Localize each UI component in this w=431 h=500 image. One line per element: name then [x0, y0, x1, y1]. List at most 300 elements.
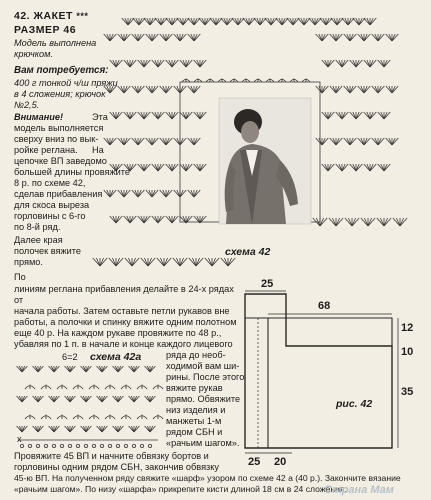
stitch-mark: [378, 60, 384, 67]
size-label: РАЗМЕР 46: [14, 24, 77, 36]
stitch-mark: [100, 258, 104, 266]
stitch-mark: [364, 60, 370, 67]
stitch-mark: [100, 258, 107, 266]
stitch-mark: [180, 112, 186, 119]
stitch-mark: [368, 218, 375, 226]
stitch-mark: [384, 164, 390, 171]
stitch-mark: [144, 112, 150, 119]
stitch-mark: [174, 34, 180, 41]
dim-bottom-a: 25: [248, 456, 261, 468]
stitch-mark: [174, 190, 180, 197]
materials-line: 400 г тонкой ч/ш пряжи: [14, 78, 118, 88]
watermark-text: Страна Мам: [324, 484, 394, 496]
stitch-mark: [344, 34, 350, 41]
stitch-mark: [124, 34, 130, 41]
stitch-mark: [358, 34, 364, 41]
stitch-mark: [392, 138, 398, 145]
stitch-mark: [116, 60, 122, 67]
stitch-mark: [128, 258, 132, 266]
stitch-mark: [342, 164, 348, 171]
stitch-mark: [400, 218, 407, 226]
stitch-mark: [124, 60, 130, 67]
body-text: для скоса выреза: [14, 200, 90, 210]
stitch-mark: [336, 86, 342, 93]
article-title: [14, 10, 88, 22]
body-text: убавляя по 1 п. в начале и конце каждого лицевого: [14, 339, 233, 349]
stitch-mark: [158, 60, 164, 67]
stitch-mark: [372, 34, 378, 41]
stitch-mark: [166, 138, 172, 145]
pattern-label: рис. 42: [336, 398, 373, 410]
stitch-mark: [328, 112, 334, 119]
stitch-mark: [243, 18, 249, 25]
stitch-mark: [152, 86, 158, 93]
stitch-mark: [166, 34, 172, 41]
stitch-mark: [158, 216, 164, 223]
stitch-mark: [180, 138, 186, 145]
stitch-mark: [122, 18, 128, 25]
stitch-mark: [330, 34, 336, 41]
stitch-mark: [146, 138, 152, 145]
stitch-mark: [138, 112, 144, 119]
stitch-mark: [212, 258, 219, 266]
stitch-mark: [350, 34, 356, 41]
stitch-mark: [44, 444, 47, 447]
stitch-mark: [152, 216, 158, 223]
stitch-mark: [370, 164, 376, 171]
stitch-mark: [331, 18, 337, 25]
stitch-mark: [336, 218, 340, 226]
stitch-mark: [104, 190, 110, 197]
stitch-mark: [370, 60, 376, 67]
body-text: горловины с 6-го: [14, 211, 86, 221]
schema-42a-end-symbol: х: [17, 434, 22, 444]
stitch-mark: [104, 138, 110, 145]
stitch-mark: [370, 112, 376, 119]
stitch-mark: [298, 18, 304, 25]
stitch-mark: [356, 112, 362, 119]
stitch-mark: [309, 18, 315, 25]
stitch-mark: [157, 258, 164, 266]
stitch-mark: [130, 216, 136, 223]
stitch-mark: [336, 60, 342, 67]
stitch-mark: [110, 112, 116, 119]
stitch-mark: [356, 164, 362, 171]
model-photo: [219, 98, 311, 224]
stitch-mark: [208, 258, 212, 266]
dim-right-mid: 10: [401, 346, 414, 358]
stitch-mark: [116, 216, 122, 223]
stitch-mark: [348, 218, 352, 226]
stitch-mark: [194, 112, 200, 119]
stitch-mark: [158, 164, 164, 171]
body-text: вяжите рукав: [166, 383, 223, 393]
stitch-mark: [188, 86, 194, 93]
stitch-mark: [384, 218, 388, 226]
stitch-mark: [110, 138, 116, 145]
stitch-mark: [155, 18, 161, 25]
stitch-mark: [384, 60, 390, 67]
stitch-mark: [166, 216, 172, 223]
stitch-mark: [140, 444, 143, 447]
stitch-mark: [200, 164, 206, 171]
stitch-mark: [350, 164, 356, 171]
stitch-mark: [180, 258, 184, 266]
stitch-mark: [132, 138, 138, 145]
stitch-mark: [116, 258, 123, 266]
stitch-mark: [144, 258, 148, 266]
stitch-mark: [361, 218, 368, 226]
body-text: цепочке ВП заведомо: [14, 156, 107, 166]
stitch-mark: [322, 164, 328, 171]
stitch-mark: [186, 164, 192, 171]
stitch-mark: [68, 444, 71, 447]
body-text: сделав прибавления: [14, 189, 103, 199]
stitch-mark: [172, 112, 178, 119]
stitch-mark: [84, 444, 87, 447]
stitch-mark: [132, 258, 139, 266]
stitch-mark: [96, 258, 100, 266]
stitch-mark: [350, 138, 356, 145]
stitch-mark: [336, 218, 343, 226]
stitch-mark: [93, 258, 100, 266]
stitch-mark: [164, 258, 171, 266]
body-text: полочек вяжите: [14, 246, 81, 256]
stitch-mark: [125, 258, 132, 266]
stitch-mark: [116, 112, 122, 119]
stitch-mark: [221, 258, 228, 266]
stitch-mark: [110, 34, 116, 41]
stitch-mark: [180, 60, 186, 67]
stitch-mark: [148, 258, 152, 266]
schema-42a-label: схема 42а: [90, 351, 142, 363]
body-text: по 8-й ряд.: [14, 222, 61, 232]
stitch-mark: [200, 112, 206, 119]
stitch-mark: [174, 86, 180, 93]
body-text: низ изделия и: [166, 405, 226, 415]
stitch-mark: [166, 164, 172, 171]
stitch-mark: [322, 86, 328, 93]
dim-bottom-b: 20: [274, 456, 287, 468]
stitch-mark: [392, 86, 398, 93]
stitch-mark: [344, 86, 350, 93]
stitch-mark: [109, 258, 116, 266]
body-text: прямо. Обвяжите: [166, 394, 241, 404]
stitch-mark: [118, 138, 124, 145]
stitch-mark: [200, 60, 206, 67]
stitch-mark: [152, 34, 158, 41]
body-text: большей длины провяжите 8 р. по схеме 42,: [14, 167, 131, 188]
stitch-mark: [322, 112, 328, 119]
stitch-mark: [152, 164, 158, 171]
body-text: По: [14, 272, 26, 282]
stitch-mark: [172, 164, 178, 171]
stitch-mark: [329, 218, 336, 226]
stitch-mark: [180, 34, 186, 41]
stitch-mark: [148, 258, 155, 266]
stitch-mark: [166, 60, 172, 67]
stitch-mark: [194, 164, 200, 171]
body-text: Эта: [92, 112, 108, 122]
dim-inner-width: 68: [318, 300, 331, 312]
attention-lead: Внимание!: [14, 112, 64, 122]
body-text: рядом СБН и: [166, 427, 223, 437]
sizing-pattern-outline: [245, 294, 392, 448]
stitch-mark: [393, 218, 400, 226]
stitch-mark: [322, 138, 328, 145]
stitch-mark: [60, 444, 63, 447]
stitch-mark: [52, 444, 55, 447]
stitch-mark: [189, 258, 196, 266]
stitch-mark: [138, 164, 144, 171]
stitch-mark: [160, 34, 166, 41]
stitch-mark: [160, 86, 166, 93]
stitch-mark: [180, 190, 186, 197]
stitch-mark: [320, 18, 326, 25]
stitch-mark: [254, 18, 260, 25]
stitch-mark: [378, 138, 384, 145]
stitch-mark: [138, 138, 144, 145]
stitch-mark: [110, 60, 116, 67]
stitch-mark: [146, 190, 152, 197]
body-text: сверху вниз по вык-: [14, 134, 99, 144]
stitch-mark: [194, 34, 200, 41]
stitch-mark: [141, 258, 148, 266]
stitch-mark: [124, 112, 130, 119]
stitch-mark: [144, 18, 150, 25]
stitch-mark: [358, 138, 364, 145]
stitch-mark: [205, 258, 212, 266]
stitch-mark: [316, 138, 322, 145]
stitch-mark: [164, 258, 168, 266]
stitch-mark: [194, 86, 200, 93]
stitch-mark: [228, 258, 235, 266]
stitch-mark: [196, 258, 200, 266]
stitch-mark: [180, 258, 187, 266]
stitch-mark: [160, 258, 164, 266]
stitch-mark: [116, 258, 120, 266]
stitch-mark: [124, 216, 130, 223]
stitch-mark: [188, 190, 194, 197]
stitch-mark: [132, 190, 138, 197]
stitch-mark: [186, 112, 192, 119]
schema-42-label: схема 42: [225, 246, 271, 258]
stitch-mark: [372, 138, 378, 145]
stitch-mark: [146, 34, 152, 41]
stitch-mark: [212, 258, 216, 266]
body-text: На: [92, 145, 104, 155]
stitch-mark: [322, 34, 328, 41]
stitch-mark: [130, 60, 136, 67]
body-text: Далее края: [14, 235, 63, 245]
stitch-mark: [352, 218, 356, 226]
stitch-mark: [160, 138, 166, 145]
stitch-mark: [356, 60, 362, 67]
stitch-mark: [132, 444, 135, 447]
materials-line: в 4 сложения; крючок: [14, 89, 106, 99]
stitch-mark: [138, 216, 144, 223]
stitch-mark: [364, 86, 370, 93]
stitch-mark: [353, 18, 359, 25]
stitch-mark: [132, 34, 138, 41]
stitch-mark: [336, 164, 342, 171]
stitch-mark: [342, 60, 348, 67]
stitch-mark: [358, 86, 364, 93]
stitch-mark: [210, 18, 216, 25]
stitch-mark: [166, 112, 172, 119]
stitch-mark: [368, 218, 372, 226]
stitch-mark: [228, 258, 232, 266]
stitch-mark: [166, 86, 172, 93]
stitch-mark: [116, 444, 119, 447]
stitch-mark: [199, 18, 205, 25]
stitch-mark: [364, 164, 370, 171]
stitch-mark: [386, 86, 392, 93]
stitch-mark: [138, 190, 144, 197]
stitch-mark: [172, 60, 178, 67]
stitch-mark: [332, 218, 336, 226]
stitch-mark: [330, 86, 336, 93]
body-text: Провяжите 45 ВП и начните обвязку бортов и: [14, 451, 209, 461]
stitch-mark: [108, 444, 111, 447]
dim-right-main: 35: [401, 386, 414, 398]
stitch-mark: [287, 18, 293, 25]
stitch-mark: [328, 164, 334, 171]
stitch-mark: [130, 112, 136, 119]
stitch-mark: [152, 190, 158, 197]
body-text: «рачьим шагом». По низу «шарфа» прикрепите кисти длиной 18 см в 24 сложения.: [14, 484, 347, 494]
body-text: модель выполняется: [14, 123, 104, 133]
dim-top-width: 25: [261, 278, 274, 290]
stitch-mark: [364, 138, 370, 145]
stitch-mark: [378, 86, 384, 93]
stitch-mark: [194, 138, 200, 145]
stitch-mark: [386, 138, 392, 145]
stitch-mark: [76, 444, 79, 447]
difficulty-stars: ***: [76, 11, 89, 21]
stitch-mark: [196, 258, 203, 266]
body-text: рины. После этого: [166, 372, 245, 382]
stitch-mark: [118, 86, 124, 93]
stitch-mark: [132, 258, 136, 266]
body-text: работы, а полочки и спинку вяжите одним полотном: [14, 317, 237, 327]
stitch-mark: [336, 138, 342, 145]
stitch-mark: [352, 218, 359, 226]
stitch-mark: [384, 112, 390, 119]
stitch-mark: [330, 138, 336, 145]
stitch-mark: [148, 444, 151, 447]
stitch-mark: [378, 112, 384, 119]
stitch-mark: [194, 60, 200, 67]
stitch-mark: [144, 60, 150, 67]
stitch-mark: [124, 444, 127, 447]
stitch-mark: [132, 86, 138, 93]
stitch-mark: [372, 86, 378, 93]
stitch-mark: [322, 60, 328, 67]
body-text: «рачьим шагом».: [166, 438, 240, 448]
stitch-mark: [118, 190, 124, 197]
stitch-mark: [336, 112, 342, 119]
body-text: ряда до необ-: [166, 350, 226, 360]
stitch-mark: [364, 34, 370, 41]
stitch-mark: [180, 164, 186, 171]
subtitle-line: Модель выполнена: [14, 38, 97, 48]
stitch-mark: [138, 60, 144, 67]
stitch-mark: [378, 34, 384, 41]
stitch-mark: [110, 190, 116, 197]
stitch-mark: [180, 86, 186, 93]
body-text: еще 40 р. На каждом рукаве провяжите по 48 р.,: [14, 328, 222, 338]
stitch-mark: [188, 34, 194, 41]
stitch-mark: [176, 258, 180, 266]
schema-42a-formula: 6=2: [62, 352, 78, 362]
stitch-mark: [174, 138, 180, 145]
stitch-mark: [124, 86, 130, 93]
body-text: манжеты 1-м: [166, 416, 222, 426]
body-text: ройке реглана.: [14, 145, 78, 155]
stitch-mark: [392, 34, 398, 41]
stitch-mark: [152, 138, 158, 145]
stitch-mark: [172, 216, 178, 223]
stitch-mark: [328, 60, 334, 67]
stitch-mark: [36, 444, 39, 447]
stitch-mark: [160, 190, 166, 197]
stitch-mark: [320, 218, 324, 226]
stitch-mark: [336, 34, 342, 41]
stitch-mark: [396, 218, 400, 226]
stitch-mark: [124, 138, 130, 145]
body-text: прямо.: [14, 257, 43, 267]
stitch-mark: [320, 218, 327, 226]
stitch-mark: [124, 190, 130, 197]
stitch-mark: [384, 218, 391, 226]
stitch-mark: [370, 18, 376, 25]
stitch-mark: [224, 258, 228, 266]
body-text: 45-ю ВП. На полученном ряду свяжите «шарф» узором по схеме 42 а (40 р.). Закончите вязание: [14, 473, 401, 483]
stitch-mark: [158, 112, 164, 119]
stitch-mark: [166, 190, 172, 197]
stitch-mark: [144, 164, 150, 171]
stitch-mark: [152, 112, 158, 119]
stitch-mark: [104, 34, 110, 41]
article-number-title: 42. ЖАКЕТ: [14, 10, 73, 22]
body-text: начала работы. Затем оставьте петли рукавов вне: [14, 306, 230, 316]
stitch-mark: [316, 86, 322, 93]
stitch-mark: [166, 18, 172, 25]
materials-heading: Вам потребуется:: [14, 65, 109, 76]
stitch-mark: [377, 218, 384, 226]
stitch-mark: [186, 60, 192, 67]
stitch-mark: [378, 164, 384, 171]
stitch-mark: [146, 86, 152, 93]
stitch-mark: [194, 190, 200, 197]
stitch-mark: [177, 18, 183, 25]
stitch-mark: [173, 258, 180, 266]
stitch-mark: [342, 112, 348, 119]
stitch-mark: [350, 86, 356, 93]
stitch-mark: [350, 112, 356, 119]
stitch-mark: [28, 444, 31, 447]
materials-line: №2,5.: [14, 100, 40, 110]
stitch-mark: [400, 218, 404, 226]
watermark: [324, 484, 394, 496]
stitch-mark: [100, 444, 103, 447]
stitch-mark: [364, 112, 370, 119]
stitch-mark: [345, 218, 352, 226]
stitch-mark: [344, 138, 350, 145]
stitch-mark: [192, 258, 196, 266]
body-text: ходимой вам ши-: [166, 361, 240, 371]
